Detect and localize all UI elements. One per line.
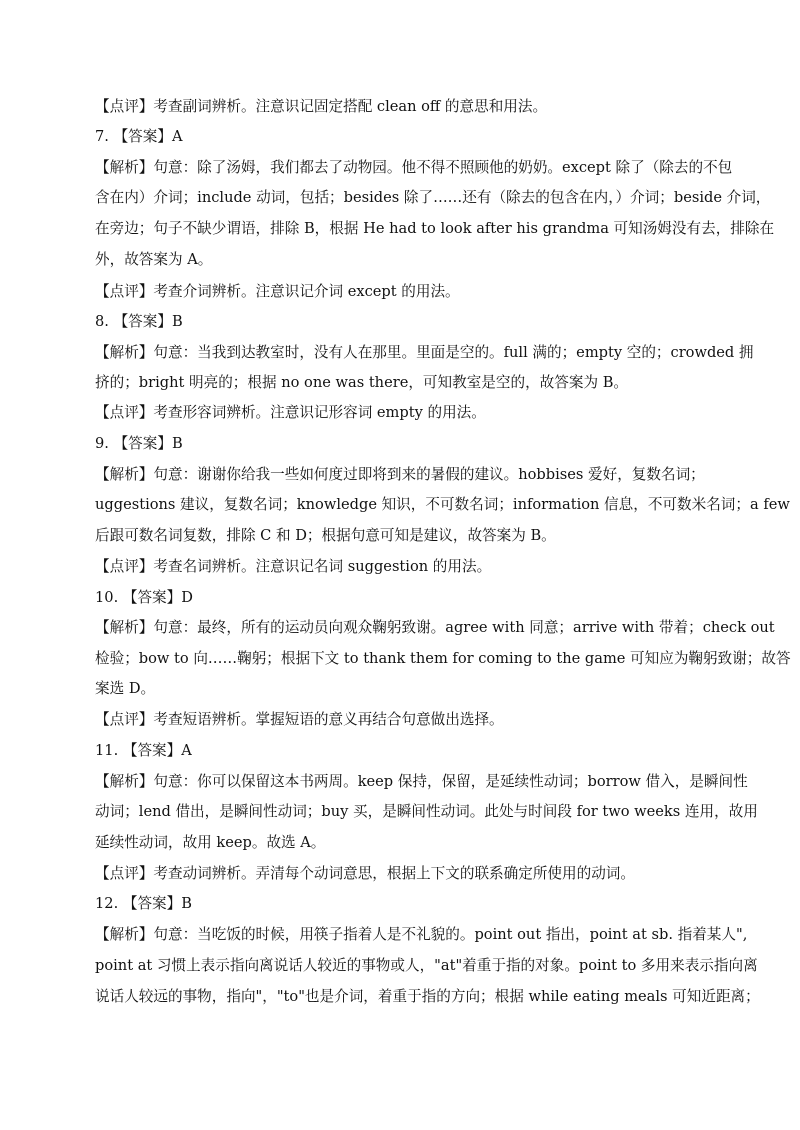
- answer-heading-11: 11. 【答案】A: [95, 742, 192, 759]
- text-line: 说话人较远的事物，指向"，"to"也是介词，着重于指的方向；根据 while eating meals 可知近距离；: [95, 988, 760, 1005]
- answer-heading-10: 10. 【答案】D: [95, 589, 193, 606]
- text-line: 【解析】句意：除了汤姆，我们都去了动物园。他不得不照顾他的奶奶。except 除了（除去的不包: [95, 159, 733, 176]
- answer-heading-9: 9. 【答案】B: [95, 435, 183, 452]
- text-line: 在旁边；句子不缺少谓语，排除 B，根据 He had to look after his grandma 可知汤姆没有去，排除在: [95, 220, 775, 237]
- text-line: 【点评】考查形容词辨析。注意识记形容词 empty 的用法。: [95, 404, 486, 421]
- text-line: 外，故答案为 A。: [95, 251, 213, 268]
- text-line: 【点评】考查动词辨析。弄清每个动词意思，根据上下文的联系确定所使用的动词。: [95, 865, 635, 882]
- text-line: 挤的；bright 明亮的；根据 no one was there，可知教室是空的，故答案为 B。: [95, 374, 629, 391]
- text-line: 【解析】句意：当吃饭的时候，用筷子指着人是不礼貌的。point out 指出，point at sb. 指着某人",: [95, 926, 748, 943]
- text-line: 【点评】考查介词辨析。注意识记介词 except 的用法。: [95, 283, 460, 300]
- text-line: uggestions 建议，复数名词；knowledge 知识，不可数名词；information 信息，不可数米名词；a few: [95, 496, 790, 513]
- text-line: 案选 D。: [95, 680, 156, 697]
- text-line: 后跟可数名词复数，排除 C 和 D；根据句意可知是建议，故答案为 B。: [95, 527, 556, 544]
- text-line: 【解析】句意：当我到达教室时，没有人在那里。里面是空的。full 满的；empty 空的；crowded 拥: [95, 344, 754, 361]
- answer-heading-7: 7. 【答案】A: [95, 128, 183, 145]
- text-line: 【解析】句意：谢谢你给我一些如何度过即将到来的暑假的建议。hobbises 爱好，复数名词；: [95, 466, 705, 483]
- answer-heading-12: 12. 【答案】B: [95, 895, 192, 912]
- text-line: 延续性动词，故用 keep。故选 A。: [95, 834, 326, 851]
- text-line: 【点评】考查名词辨析。注意识记名词 suggestion 的用法。: [95, 558, 492, 575]
- text-line: point at 习惯上表示指向离说话人较近的事物或人，"at"着重于指的对象。point to 多用来表示指向离: [95, 957, 758, 974]
- text-line: 动词；lend 借出，是瞬间性动词；buy 买，是瞬间性动词。此处与时间段 for two weeks 连用，故用: [95, 803, 758, 820]
- text-line: 【点评】考查短语辨析。掌握短语的意义再结合句意做出选择。: [95, 711, 504, 728]
- answer-heading-8: 8. 【答案】B: [95, 313, 183, 330]
- text-line: 【解析】句意：你可以保留这本书两周。keep 保持，保留，是延续性动词；borrow 借入，是瞬间性: [95, 773, 748, 790]
- text-line: 【点评】考查副词辨析。注意识记固定搭配 clean off 的意思和用法。: [95, 98, 548, 115]
- text-line: 含在内）介词；include 动词，包括；besides 除了……还有（除去的包含在内，）介词；beside 介词，: [95, 189, 771, 206]
- text-line: 【解析】句意：最终，所有的运动员向观众鞠躬致谢。agree with 同意；arrive with 带着；check out: [95, 619, 775, 636]
- text-line: 检验；bow to 向……鞠躬；根据下文 to thank them for coming to the game 可知应为鞠躬致谢；故答: [95, 650, 791, 667]
